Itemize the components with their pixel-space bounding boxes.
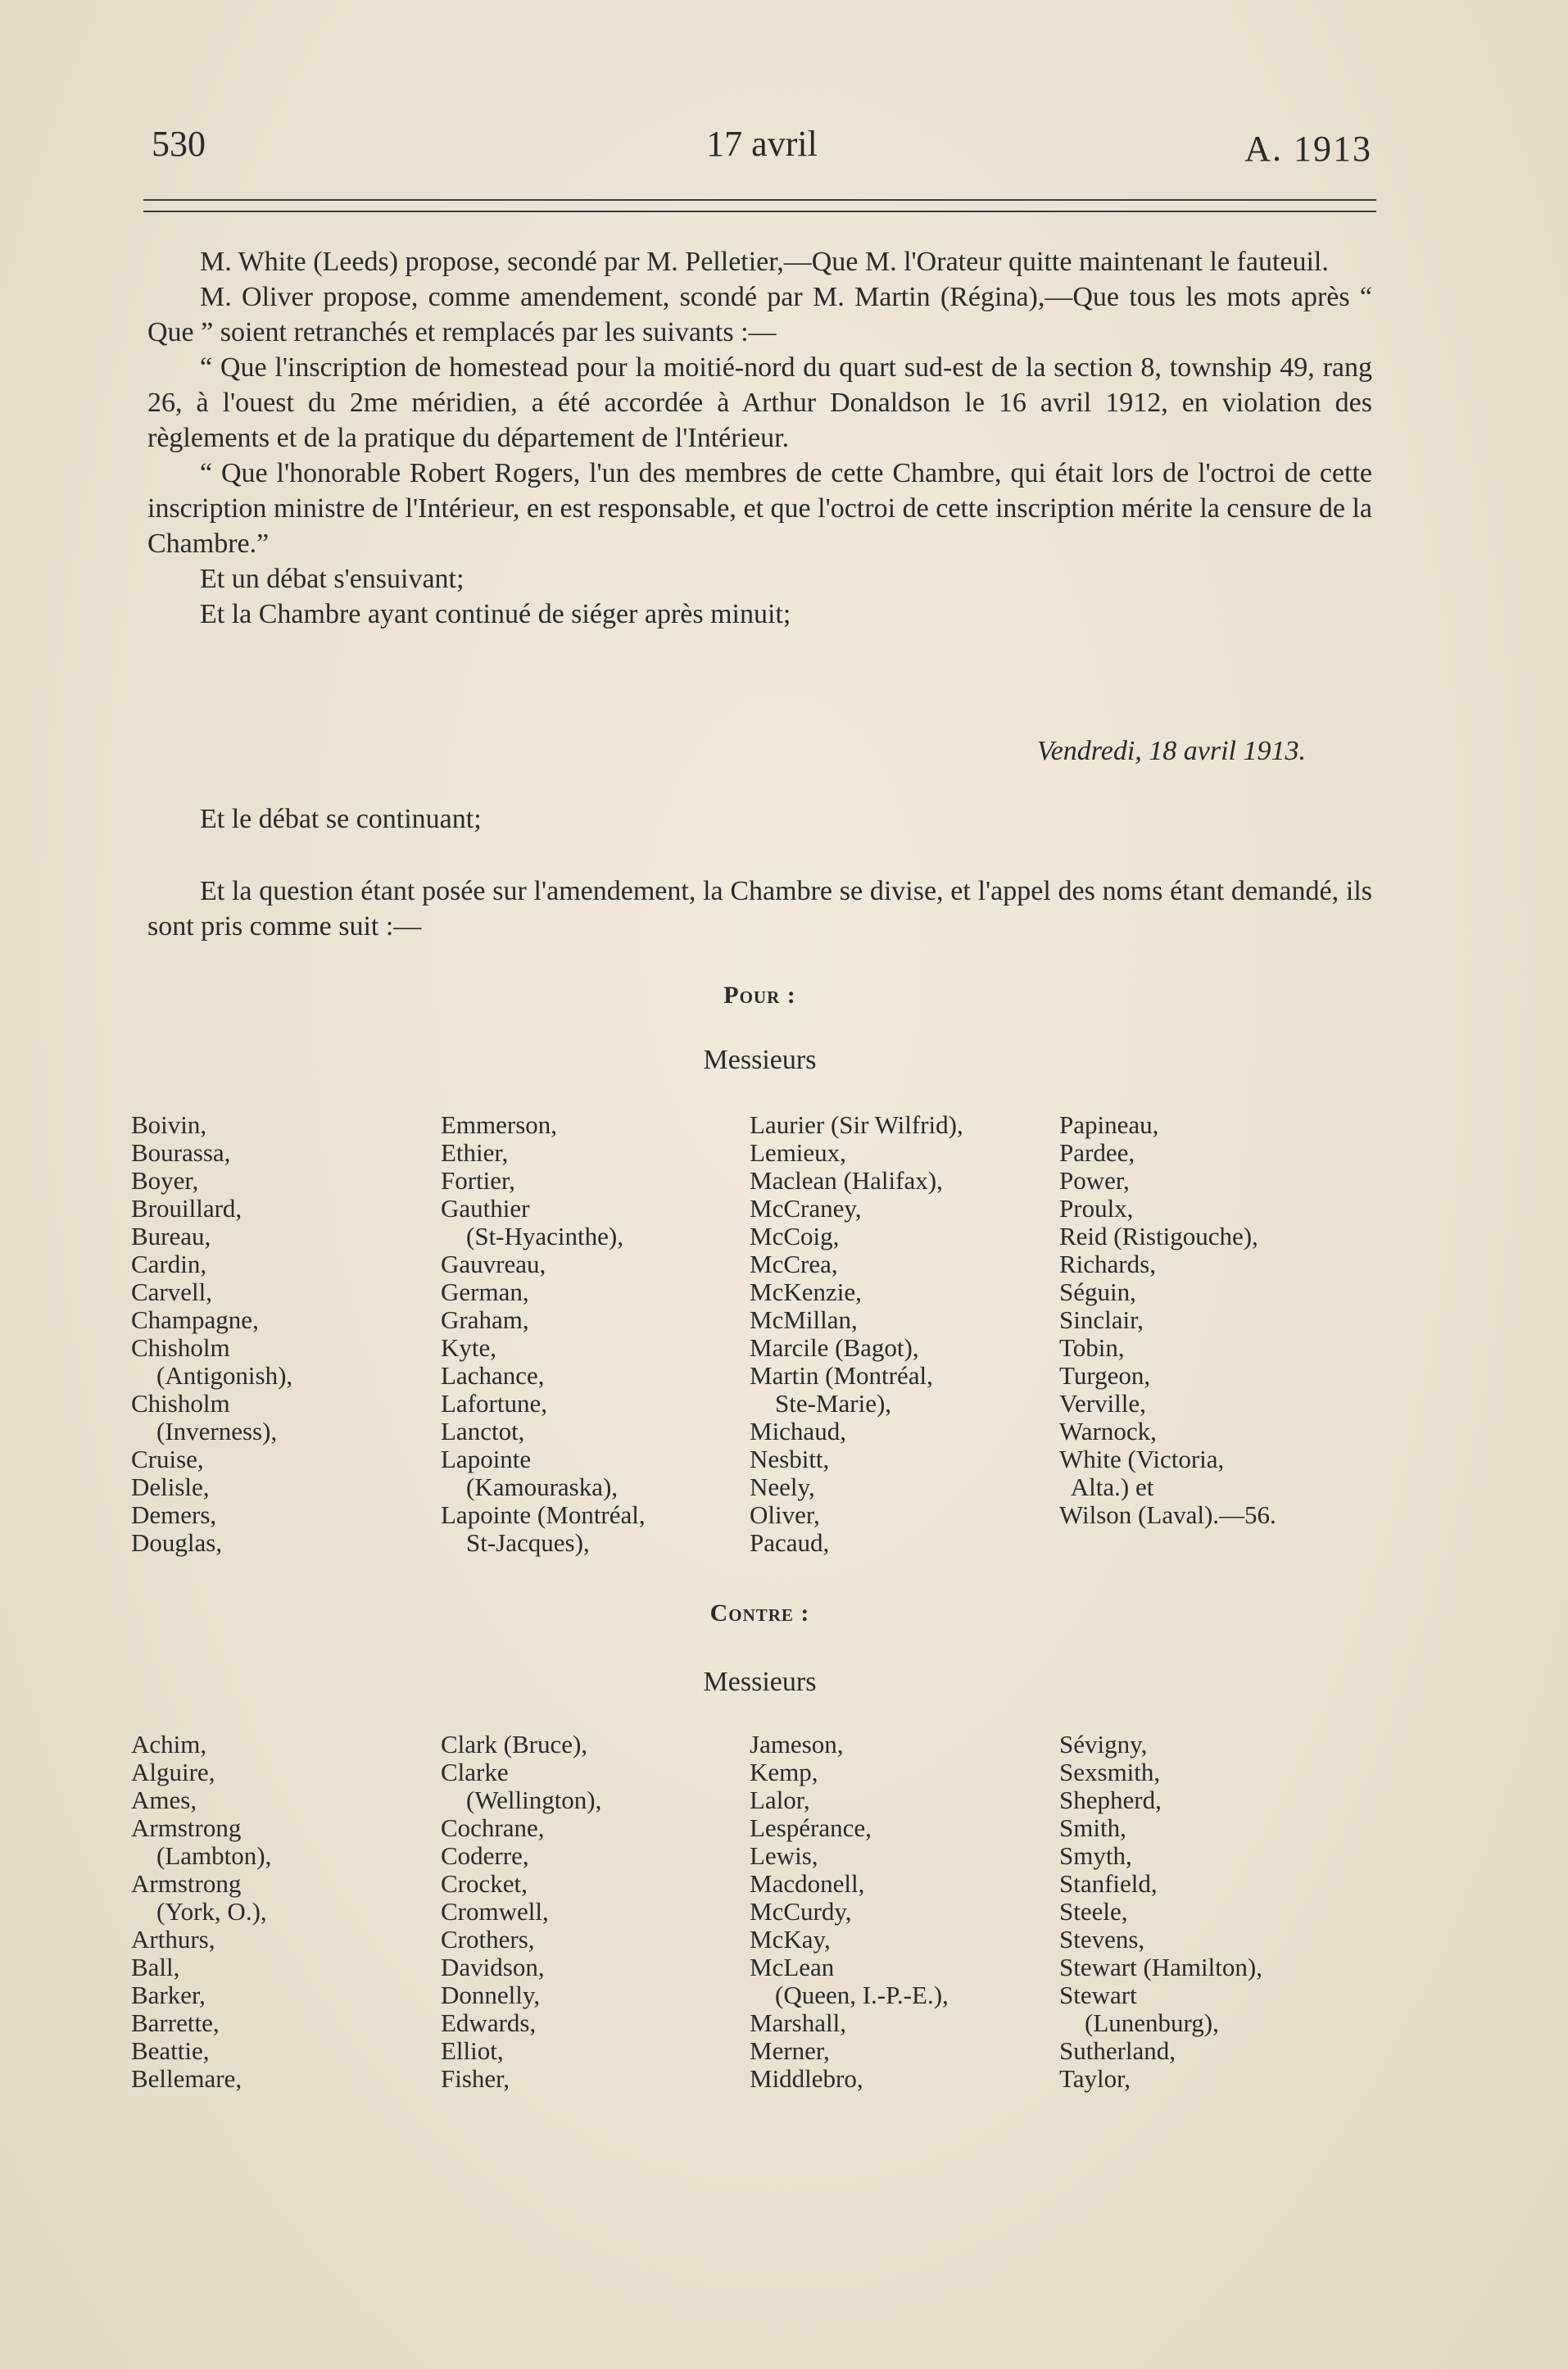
member-name: Carvell, <box>131 1278 212 1306</box>
member-name: Boivin, <box>131 1110 207 1139</box>
member-name: McKenzie, <box>750 1278 862 1306</box>
dateline: Vendredi, 18 avril 1913. <box>1036 736 1306 766</box>
debate-continues: Et le débat se continuant; <box>200 804 482 834</box>
member-name: (Kamouraska), <box>441 1473 619 1501</box>
member-name: Gauthier <box>441 1194 530 1223</box>
member-name: Arthurs, <box>131 1925 215 1954</box>
member-name: Emmerson, <box>441 1110 558 1139</box>
pour-column-2 <box>441 1111 752 1557</box>
member-name: Laurier (Sir Wilfrid), <box>750 1110 963 1139</box>
member-name: (Queen, I.-P.-E.), <box>750 1981 949 2009</box>
contre-subtitle: Messieurs <box>703 1667 817 1697</box>
member-name: Taylor, <box>1059 2064 1131 2093</box>
member-name: Demers, <box>131 1500 217 1529</box>
pour-subtitle: Messieurs <box>703 1045 817 1075</box>
contre-title: Contre : <box>709 1600 810 1627</box>
pour-title: Pour : <box>723 982 796 1009</box>
member-name: McMillan, <box>750 1305 858 1334</box>
member-name: McLean <box>750 1953 835 1981</box>
member-name: Sinclair, <box>1059 1305 1144 1334</box>
page-number: 530 <box>152 124 206 164</box>
member-name: McCoig, <box>750 1222 840 1250</box>
member-name: Lalor, <box>750 1786 810 1814</box>
header-year: A. 1913 <box>1244 129 1372 169</box>
member-name: Merner, <box>750 2036 830 2065</box>
member-name: Champagne, <box>131 1305 259 1334</box>
member-name: Michaud, <box>750 1417 846 1445</box>
member-name: Graham, <box>441 1305 529 1334</box>
member-name: Middlebro, <box>750 2064 863 2093</box>
member-name: Delisle, <box>131 1473 210 1501</box>
paragraph-debate: Et un débat s'ensuivant; <box>200 564 465 594</box>
header-rule-bottom <box>143 211 1376 212</box>
member-name: McCrea, <box>750 1250 838 1278</box>
member-name: Ethier, <box>441 1138 509 1167</box>
member-name: Marcile (Bagot), <box>750 1333 919 1362</box>
motion-text <box>147 244 1372 632</box>
paragraph-amendment: M. Oliver propose, comme amendement, scondé par M. Martin (Régina),—Que tous les mots après “ Que ” soient retranchés et remplacés par les suivants :— <box>147 282 1372 347</box>
member-name: Stewart <box>1059 1981 1137 2009</box>
paragraph-motion: M. White (Leeds) propose, secondé par M. Pelletier,—Que M. l'Orateur quitte maintenant le fauteuil. <box>200 247 1329 277</box>
pour-column-1 <box>131 1111 442 1557</box>
member-name: Cochrane, <box>441 1813 545 1842</box>
member-name: Oliver, <box>750 1500 820 1529</box>
member-name: Fisher, <box>441 2064 510 2093</box>
member-name: Coderre, <box>441 1841 529 1870</box>
member-name: (Wellington), <box>441 1786 602 1814</box>
contre-column-1 <box>131 1731 442 2093</box>
member-name: Douglas, <box>131 1528 223 1557</box>
member-name: Tobin, <box>1059 1333 1125 1362</box>
member-name: Barrette, <box>131 2008 220 2037</box>
member-name: German, <box>441 1278 529 1306</box>
member-name: Séguin, <box>1059 1278 1136 1306</box>
member-name: Richards, <box>1059 1250 1156 1278</box>
member-name: Martin (Montréal, <box>750 1361 933 1390</box>
member-name: McKay, <box>750 1925 831 1954</box>
member-name: Lanctot, <box>441 1417 525 1445</box>
member-name: (St-Hyacinthe), <box>441 1222 623 1250</box>
pour-names <box>131 1111 1376 1570</box>
member-name: Lemieux, <box>750 1138 846 1167</box>
member-name: Verville, <box>1059 1389 1146 1418</box>
member-name: Sévigny, <box>1059 1730 1148 1759</box>
member-name: Armstrong <box>131 1813 242 1842</box>
member-name: (Lambton), <box>131 1841 272 1870</box>
member-name: Power, <box>1059 1166 1130 1195</box>
member-name: Lewis, <box>750 1841 818 1870</box>
member-name: Armstrong <box>131 1869 242 1898</box>
member-name: Pacaud, <box>750 1528 830 1557</box>
member-name: Cromwell, <box>441 1897 549 1926</box>
contre-column-4 <box>1059 1731 1371 2093</box>
member-name: Fortier, <box>441 1166 515 1195</box>
contre-names <box>131 1731 1376 2108</box>
member-name: Ames, <box>131 1786 197 1814</box>
member-name: Lapointe (Montréal, <box>441 1500 646 1529</box>
member-name: Kyte, <box>441 1333 497 1362</box>
member-name: Marshall, <box>750 2008 846 2037</box>
member-name: Bourassa, <box>131 1138 231 1167</box>
member-name: Jameson, <box>750 1730 844 1759</box>
member-name: Crothers, <box>441 1925 535 1954</box>
member-name: Boyer, <box>131 1166 199 1195</box>
member-name: Elliot, <box>441 2036 504 2065</box>
member-name: Edwards, <box>441 2008 537 2037</box>
member-name: Cardin, <box>131 1250 207 1278</box>
member-name: St-Jacques), <box>441 1528 590 1557</box>
vote-intro: Et la question étant posée sur l'amendement, la Chambre se divise, et l'appel des noms étant demandé, ils sont pris comme suit :— <box>147 876 1372 942</box>
page-header <box>152 123 1372 172</box>
member-name: Ste-Marie), <box>750 1389 892 1418</box>
member-name: Cruise, <box>131 1445 204 1473</box>
member-name: White (Victoria, <box>1059 1445 1225 1473</box>
member-name: Chisholm <box>131 1333 230 1362</box>
member-name: Crocket, <box>441 1869 528 1898</box>
member-name: Reid (Ristigouche), <box>1059 1222 1258 1250</box>
member-name: Donnelly, <box>441 1981 541 2009</box>
member-name: Beattie, <box>131 2036 210 2065</box>
member-name: Stewart (Hamilton), <box>1059 1953 1262 1981</box>
member-name: Alguire, <box>131 1758 215 1786</box>
member-name: Nesbitt, <box>750 1445 830 1473</box>
member-name: Wilson (Laval).—56. <box>1059 1500 1276 1529</box>
member-name: Pardee, <box>1059 1138 1135 1167</box>
member-name: Lapointe <box>441 1445 532 1473</box>
member-name: Warnock, <box>1059 1417 1157 1445</box>
header-rule-top <box>143 199 1376 201</box>
member-name: Clarke <box>441 1758 509 1786</box>
member-name: Bellemare, <box>131 2064 242 2093</box>
member-name: Alta.) et <box>1059 1473 1154 1501</box>
member-name: Proulx, <box>1059 1194 1134 1223</box>
paragraph-quote-1: “ Que l'inscription de homestead pour la moitié-nord du quart sud-est de la section 8, township 49, rang 26, à l'ouest du 2me méridien, a été accordée à Arthur Donaldson le 16 avril 1912, en violation des règlements et de la pratique du département de l'Intérieur. <box>147 352 1372 453</box>
member-name: Barker, <box>131 1981 206 2009</box>
member-name: Clark (Bruce), <box>441 1730 588 1759</box>
member-name: Bureau, <box>131 1222 211 1250</box>
member-name: Stevens, <box>1059 1925 1145 1954</box>
member-name: (Inverness), <box>131 1417 278 1445</box>
pour-column-3 <box>750 1111 1061 1557</box>
member-name: Achim, <box>131 1730 207 1759</box>
member-name: (Lunenburg), <box>1059 2008 1219 2037</box>
member-name: Ball, <box>131 1953 180 1981</box>
member-name: McCurdy, <box>750 1897 852 1926</box>
member-name: Smith, <box>1059 1813 1126 1842</box>
paragraph-quote-2: “ Que l'honorable Robert Rogers, l'un des membres de cette Chambre, qui était lors de l'octroi de cette inscription ministre de l'Intérieur, en est responsable, et que l'octroi de cette inscription mérite la censure de la Chambre.” <box>147 458 1372 559</box>
member-name: Brouillard, <box>131 1194 242 1223</box>
member-name: Stanfield, <box>1059 1869 1158 1898</box>
member-name: Maclean (Halifax), <box>750 1166 943 1195</box>
paragraph-sitting: Et la Chambre ayant continué de siéger après minuit; <box>200 599 791 629</box>
member-name: Sexsmith, <box>1059 1758 1161 1786</box>
header-date: 17 avril <box>706 124 818 164</box>
contre-column-3 <box>750 1731 1061 2093</box>
member-name: Lachance, <box>441 1361 545 1390</box>
member-name: Neely, <box>750 1473 815 1501</box>
member-name: Turgeon, <box>1059 1361 1151 1390</box>
member-name: Smyth, <box>1059 1841 1132 1870</box>
member-name: (York, O.), <box>131 1897 267 1926</box>
member-name: Steele, <box>1059 1897 1128 1926</box>
member-name: Lespérance, <box>750 1813 872 1842</box>
member-name: Gauvreau, <box>441 1250 546 1278</box>
member-name: (Antigonish), <box>131 1361 293 1390</box>
member-name: Lafortune, <box>441 1389 547 1418</box>
member-name: Papineau, <box>1059 1110 1159 1139</box>
pour-column-4 <box>1059 1111 1371 1529</box>
member-name: Sutherland, <box>1059 2036 1176 2065</box>
member-name: McCraney, <box>750 1194 862 1223</box>
contre-column-2 <box>441 1731 752 2093</box>
member-name: Chisholm <box>131 1389 230 1418</box>
member-name: Macdonell, <box>750 1869 865 1898</box>
member-name: Davidson, <box>441 1953 545 1981</box>
member-name: Shepherd, <box>1059 1786 1162 1814</box>
member-name: Kemp, <box>750 1758 818 1786</box>
